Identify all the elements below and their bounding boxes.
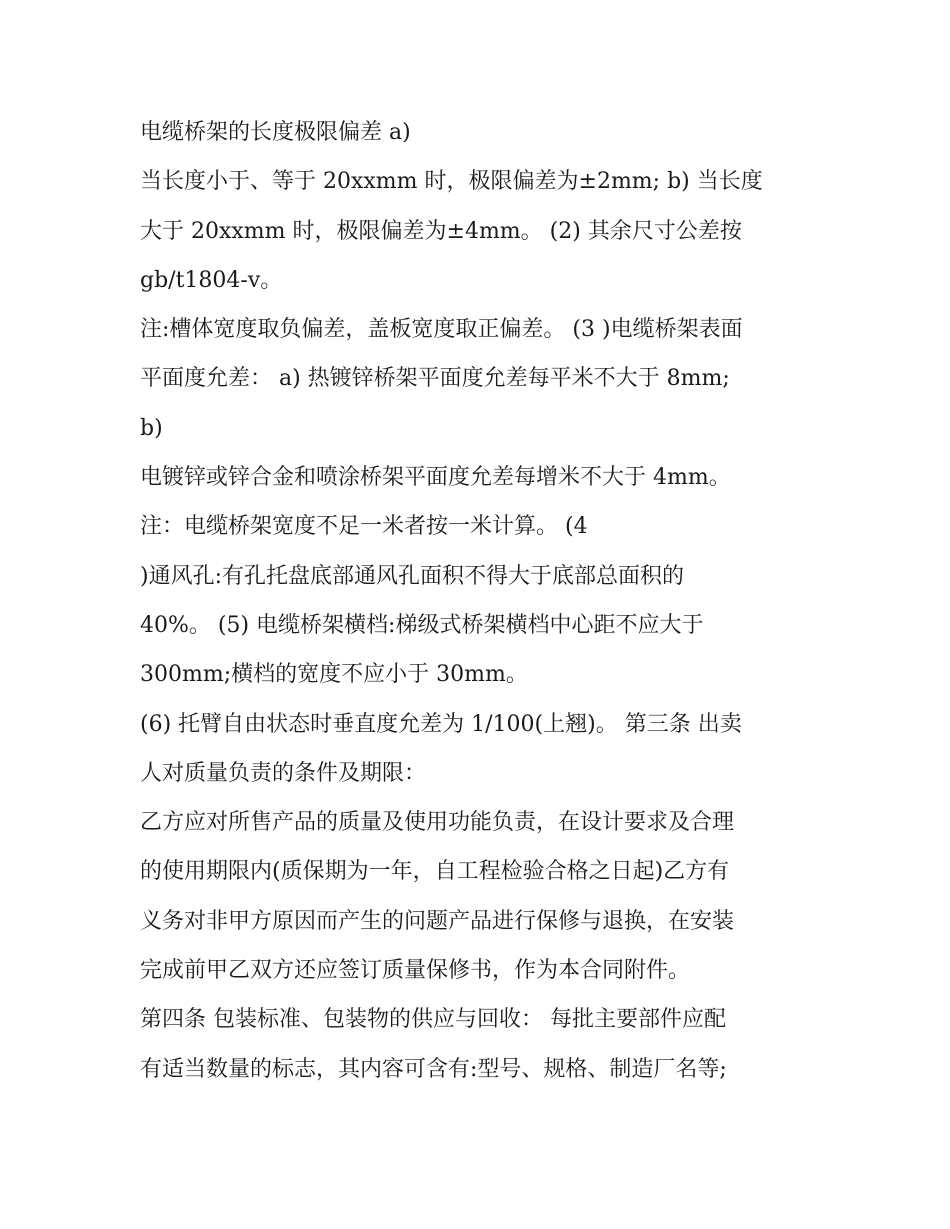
text-line: 注:槽体宽度取负偏差，盖板宽度取正偏差。 (3 )电缆桥架表面	[140, 317, 743, 343]
text-line: )通风孔:有孔托盘底部通风孔面积不得大于底部总面积的	[140, 563, 684, 589]
text-line: 第四条 包装标准、包装物的供应与回收： 每批主要部件应配	[140, 1007, 726, 1033]
text-line: 注：电缆桥架宽度不足一米者按一米计算。 (4	[140, 514, 588, 540]
text-line: 的使用期限内(质保期为一年，自工程检验合格之日起)乙方有	[140, 859, 730, 885]
text-line: 人对质量负责的条件及期限：	[140, 760, 427, 786]
text-line: 大于 20xxmm 时，极限偏差为±4mm。 (2) 其余尺寸公差按	[140, 218, 742, 244]
text-line: (6) 托臂自由状态时垂直度允差为 1/100(上翘)。 第三条 出卖	[140, 711, 742, 737]
text-line: b)	[140, 415, 163, 441]
document-body	[140, 108, 820, 1094]
text-line: 平面度允差： a) 热镀锌桥架平面度允差每平米不大于 8mm;	[140, 366, 730, 392]
text-line: 当长度小于、等于 20xxmm 时，极限偏差为±2mm; b) 当长度	[140, 169, 763, 195]
text-line: 义务对非甲方原因而产生的问题产品进行保修与退换，在安装	[140, 908, 735, 934]
text-line: 电缆桥架的长度极限偏差 a)	[140, 120, 411, 145]
text-line: 乙方应对所售产品的质量及使用功能负责，在设计要求及合理	[140, 810, 735, 836]
text-line: 完成前甲乙双方还应签订质量保修书，作为本合同附件。	[140, 958, 691, 984]
text-line: 300mm;横档的宽度不应小于 30mm。	[140, 662, 528, 688]
text-line: 电镀锌或锌合金和喷涂桥架平面度允差每增米不大于 4mm。	[140, 465, 731, 491]
text-line: 40%。 (5) 电缆桥架横档:梯级式桥架横档中心距不应大于	[140, 612, 704, 638]
text-line: 有适当数量的标志，其内容可含有:型号、规格、制造厂名等;	[140, 1056, 727, 1082]
text-line: gb/t1804-v。	[140, 267, 283, 293]
